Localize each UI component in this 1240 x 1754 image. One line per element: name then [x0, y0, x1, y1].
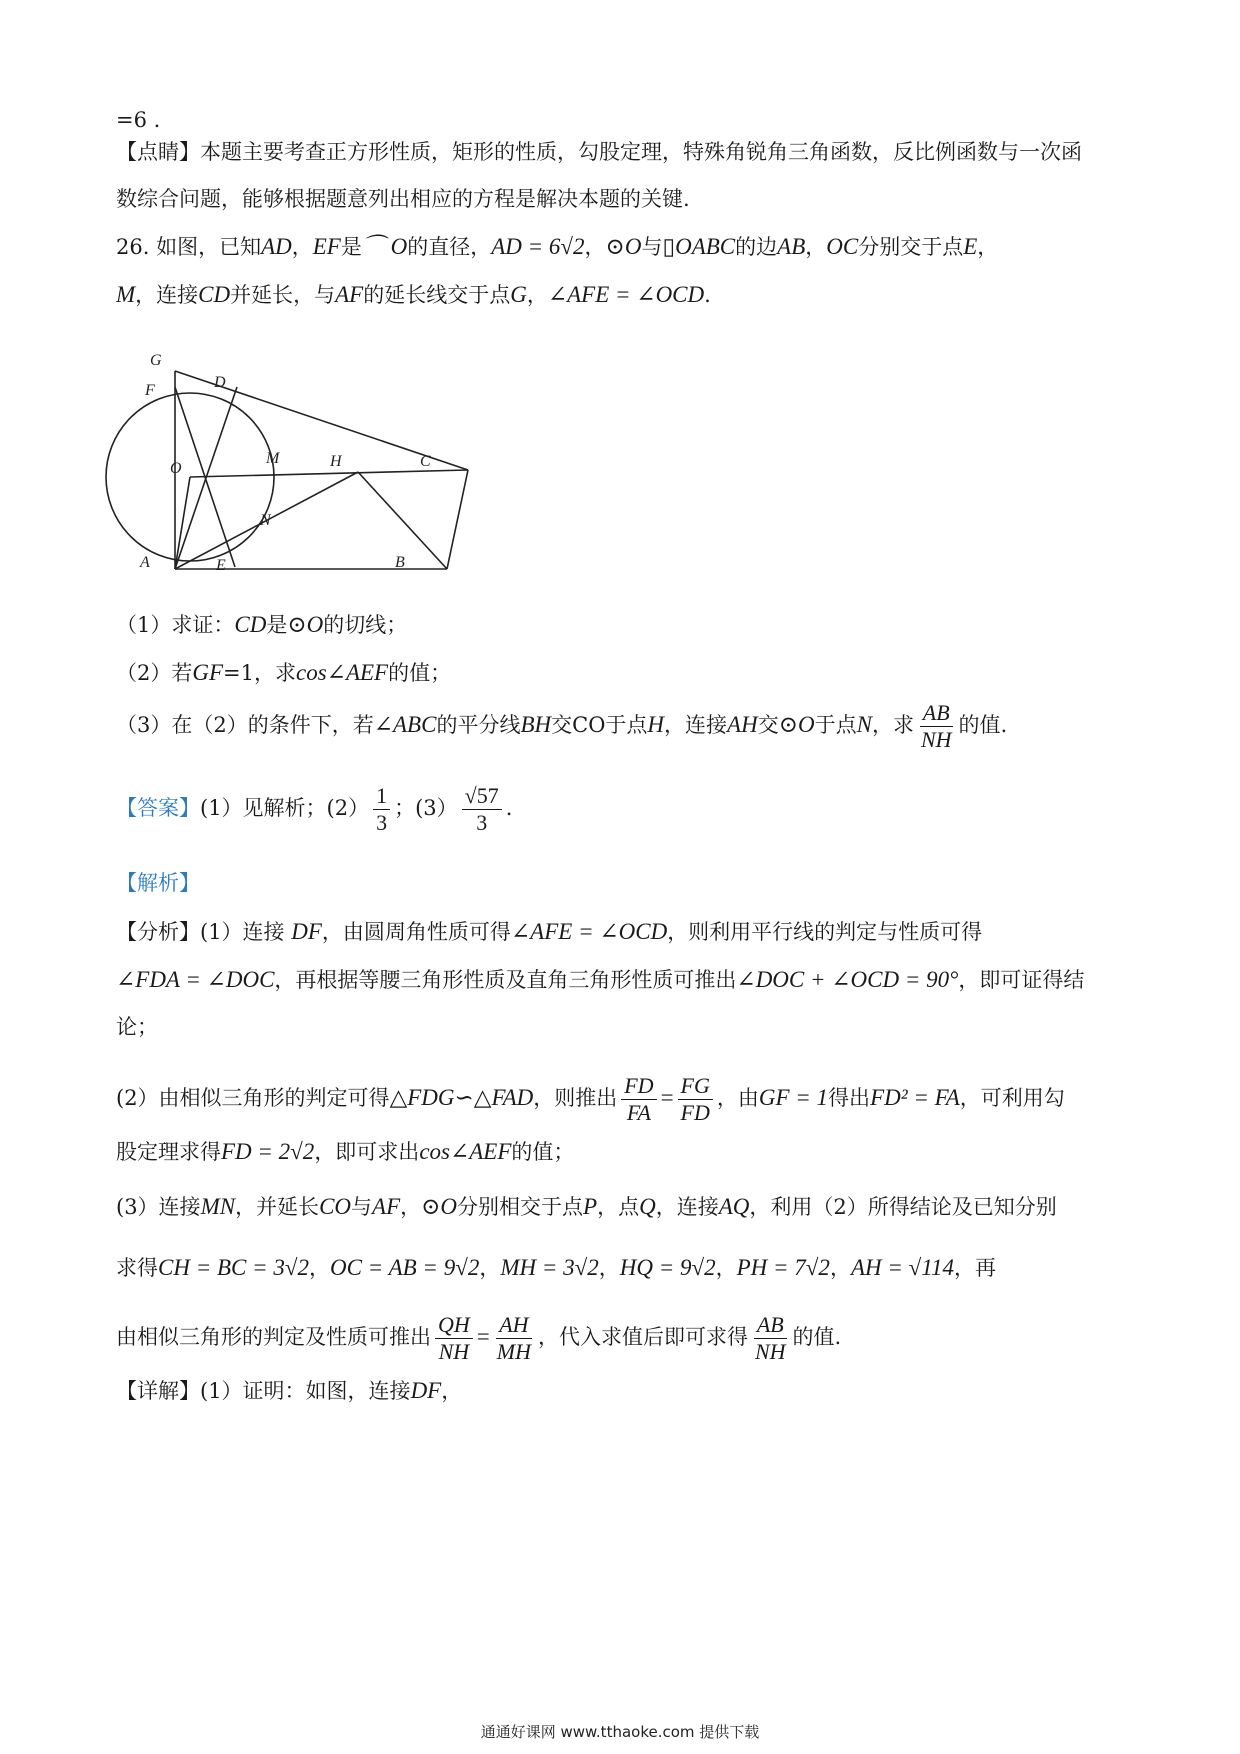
text: （2）若 [116, 661, 193, 685]
text: 与 [641, 235, 663, 259]
text: 与 [351, 1195, 373, 1219]
segment-oa [175, 477, 190, 569]
punct: . [505, 796, 513, 820]
math-mh: MH = 3√2 [500, 1255, 599, 1280]
text: 分别相交于点 [457, 1195, 584, 1219]
dianjing-text-cont: 数综合问题，能够根据题意列出相应的方程是解决本题的关键. [116, 187, 690, 211]
problem-number: 26. 如图，已知 [116, 235, 262, 259]
denominator: NH [438, 1339, 470, 1364]
math-p: P [583, 1194, 598, 1219]
fraction-ab-nh [752, 1312, 789, 1365]
text: ，再 [954, 1256, 997, 1280]
punct: ， [805, 235, 827, 259]
segment-ef [175, 387, 235, 567]
analysis-line [116, 1253, 996, 1283]
math-rect-oabc: ▯OABC [662, 234, 736, 259]
numerator: AB [754, 1312, 787, 1339]
text: ，由 [716, 1086, 759, 1110]
denominator: NH [754, 1339, 786, 1364]
math-fd: FD = 2√2 [221, 1139, 315, 1164]
label-h: H [330, 453, 342, 470]
label-n: N [260, 512, 271, 529]
text: ；(3） [394, 796, 458, 820]
numerator: FD [621, 1073, 656, 1100]
punct: ， [526, 283, 548, 307]
text: (1）连接 [200, 920, 292, 944]
text-line [116, 184, 690, 214]
text: (1）见解析；(2） [200, 796, 370, 820]
text: ，连接 [664, 713, 728, 737]
analysis-line [116, 965, 1084, 995]
text: 的直径， [407, 235, 492, 259]
text: 的值； [388, 661, 452, 685]
text: ，由圆周角性质可得 [321, 920, 511, 944]
segment-co [190, 470, 468, 477]
math-angle-sum: ∠DOC + ∠OCD = 90° [736, 967, 959, 992]
label-m: M [266, 450, 280, 467]
text: ，代入求值后即可求得 [537, 1325, 748, 1349]
text: 的边 [735, 235, 778, 259]
text: 是 [340, 235, 362, 259]
equation-fragment: =6 . [116, 108, 161, 132]
fraction-fd-fa [621, 1073, 656, 1126]
text: ，可利用勾 [959, 1086, 1065, 1110]
math-ah: AH = √114 [850, 1255, 955, 1280]
fraction-sqrt57-third [462, 783, 502, 836]
math-angle-eq: ∠AFE = ∠OCD [547, 282, 705, 307]
math-ph: PH = 7√2 [736, 1255, 830, 1280]
fraction-one-third [373, 783, 390, 836]
text: ，再根据等腰三角形性质及直角三角形性质可推出 [274, 968, 737, 992]
dianjing-tag: 【点睛】 [116, 140, 200, 164]
label-e: E [216, 557, 226, 574]
footer-source: 通通好课网 www.tthaoke.com 提供下载 [480, 1723, 760, 1741]
math-circle-o: ⌒ O [361, 234, 408, 259]
analysis-heading: 【解析】 [116, 871, 200, 895]
analysis-line [116, 1137, 574, 1167]
text: 的值. [792, 1325, 842, 1349]
math-q: Q [639, 1194, 656, 1219]
math-gf: GF = 1 [758, 1085, 829, 1110]
math-n: N [856, 712, 872, 737]
math-similar: △FDG∽△FAD [389, 1085, 534, 1110]
answer-line [116, 783, 512, 836]
text: ，求 [871, 713, 914, 737]
question-3 [116, 700, 1007, 753]
text: 的平分线 [436, 713, 521, 737]
text-line [116, 105, 160, 135]
numerator: AH [496, 1312, 531, 1339]
numerator: √57 [462, 783, 502, 810]
punct: ， [309, 1256, 331, 1280]
text: ，并延长 [235, 1195, 320, 1219]
math-af: AF [372, 1194, 401, 1219]
label-d: D [214, 374, 226, 391]
math-ef: EF [312, 234, 341, 259]
text: =1，求 [223, 661, 297, 685]
detail-line [116, 1376, 462, 1406]
analysis-line [116, 1312, 841, 1365]
math-oc: OC = AB = 9√2 [330, 1255, 480, 1280]
math-ad-eq: AD = 6√2 [491, 234, 585, 259]
punct: . [704, 283, 711, 307]
punct: ， [977, 235, 999, 259]
text: 于点 [814, 713, 857, 737]
math-circle-o: ⊙O [605, 234, 642, 259]
math-fd-squared: FD² = FA [870, 1085, 960, 1110]
math-m: M [116, 282, 136, 307]
math-cos: cos∠AEF [296, 660, 389, 685]
answer-tag: 【答案】 [116, 796, 200, 820]
math-angle-eq: ∠AFE = ∠OCD [510, 919, 668, 944]
text: （3）在（2）的条件下，若 [116, 713, 374, 737]
segment-bc [447, 470, 468, 569]
math-cos: cos∠AEF [419, 1139, 512, 1164]
text: ，则利用平行线的判定与性质可得 [667, 920, 983, 944]
text: 交 [757, 713, 779, 737]
equals: = [476, 1324, 490, 1349]
fraction-qh-nh [435, 1312, 473, 1365]
math-ad: AD [261, 234, 292, 259]
text: 由相似三角形的判定及性质可推出 [116, 1325, 431, 1349]
text: ，点 [597, 1195, 640, 1219]
numerator: AB [920, 700, 953, 727]
text: ，则推出 [533, 1086, 618, 1110]
text: ，连接 [655, 1195, 719, 1219]
numerator: QH [435, 1312, 473, 1339]
detail-tag: 【详解】 [116, 1379, 200, 1403]
fraction-ab-nh [918, 700, 955, 753]
label-o: O [170, 460, 182, 477]
analysis-line [116, 917, 982, 947]
label-f: F [145, 382, 155, 399]
denominator: FD [680, 1100, 710, 1125]
math-circle-o: ⊙O [287, 612, 324, 637]
math-mn: MN [200, 1194, 236, 1219]
math-ah: AH [727, 712, 758, 737]
text: (2）由相似三角形的判定可得 [116, 1086, 390, 1110]
text: ，连接 [135, 283, 199, 307]
math-hq: HQ = 9√2 [619, 1255, 716, 1280]
punct: ， [479, 1256, 501, 1280]
math-oc: OC [826, 234, 859, 259]
label-a: A [140, 554, 150, 571]
punct: ， [829, 1256, 851, 1280]
numerator: FG [678, 1073, 713, 1100]
text: 股定理求得 [116, 1140, 221, 1164]
text: 分别交于点 [858, 235, 964, 259]
denominator: NH [920, 727, 952, 752]
punct: ， [598, 1256, 620, 1280]
question-2 [116, 658, 451, 688]
text: 的切线； [323, 613, 408, 637]
math-h: H [647, 712, 665, 737]
denominator: FA [626, 1100, 651, 1125]
analysis-line [116, 1073, 1065, 1126]
geometry-figure [100, 345, 500, 590]
punct: ， [291, 235, 313, 259]
punct: ， [584, 235, 606, 259]
problem-statement-line [116, 232, 998, 262]
text: ，即可证得结 [958, 968, 1085, 992]
text: 得出 [828, 1086, 871, 1110]
equals: = [660, 1085, 674, 1110]
text: 的值； [511, 1140, 575, 1164]
question-1 [116, 610, 407, 640]
math-ab: AB [777, 234, 806, 259]
fraction-ah-mh [494, 1312, 534, 1365]
text-line [116, 137, 1082, 167]
text: (1）证明：如图，连接 [200, 1379, 411, 1403]
text: ，即可求出 [314, 1140, 420, 1164]
math-circle-o: ⊙O [778, 712, 815, 737]
math-ch: CH = BC = 3√2 [158, 1255, 310, 1280]
text: （1）求证： [116, 613, 235, 637]
punct: ， [715, 1256, 737, 1280]
problem-statement-line [116, 280, 711, 310]
math-bh: BH [520, 712, 552, 737]
math-e: E [963, 234, 978, 259]
denominator: MH [496, 1339, 531, 1364]
fraction-fg-fd [678, 1073, 713, 1126]
text: ，利用（2）所得结论及已知分别 [749, 1195, 1057, 1219]
denominator: 3 [376, 810, 388, 835]
math-angle-eq: ∠FDA = ∠DOC [116, 967, 275, 992]
math-co: CO [319, 1194, 352, 1219]
math-gf: GF [192, 660, 224, 685]
math-g: G [510, 282, 527, 307]
text: 求得 [116, 1256, 158, 1280]
label-g: G [150, 352, 162, 369]
analysis-line [116, 1012, 158, 1042]
punct: ， [441, 1379, 463, 1403]
text: (3）连接 [116, 1195, 201, 1219]
math-cd: CD [234, 612, 267, 637]
math-df: DF [291, 919, 322, 944]
text: 并延长，与 [230, 283, 336, 307]
math-af: AF [335, 282, 364, 307]
label-c: C [420, 453, 431, 470]
label-b: B [395, 554, 405, 571]
analysis-line [116, 1192, 1057, 1222]
text: 论； [116, 1015, 158, 1039]
numerator: 1 [373, 783, 390, 810]
analysis-tag: 【分析】 [116, 920, 200, 944]
dianjing-text: 本题主要考查正方形性质，矩形的性质，勾股定理，特殊角锐角三角函数，反比例函数与一次函 [200, 140, 1082, 164]
text: 的值. [958, 713, 1008, 737]
text: 的延长线交于点 [363, 283, 511, 307]
text: ， [400, 1195, 422, 1219]
text: 交CO于点 [551, 713, 648, 737]
math-cd: CD [198, 282, 231, 307]
denominator: 3 [476, 810, 488, 835]
math-df: DF [410, 1378, 442, 1403]
math-aq: AQ [718, 1194, 750, 1219]
math-angle-abc: ∠ABC [373, 712, 437, 737]
math-circle-o: ⊙O [421, 1194, 458, 1219]
text: 是 [266, 613, 288, 637]
